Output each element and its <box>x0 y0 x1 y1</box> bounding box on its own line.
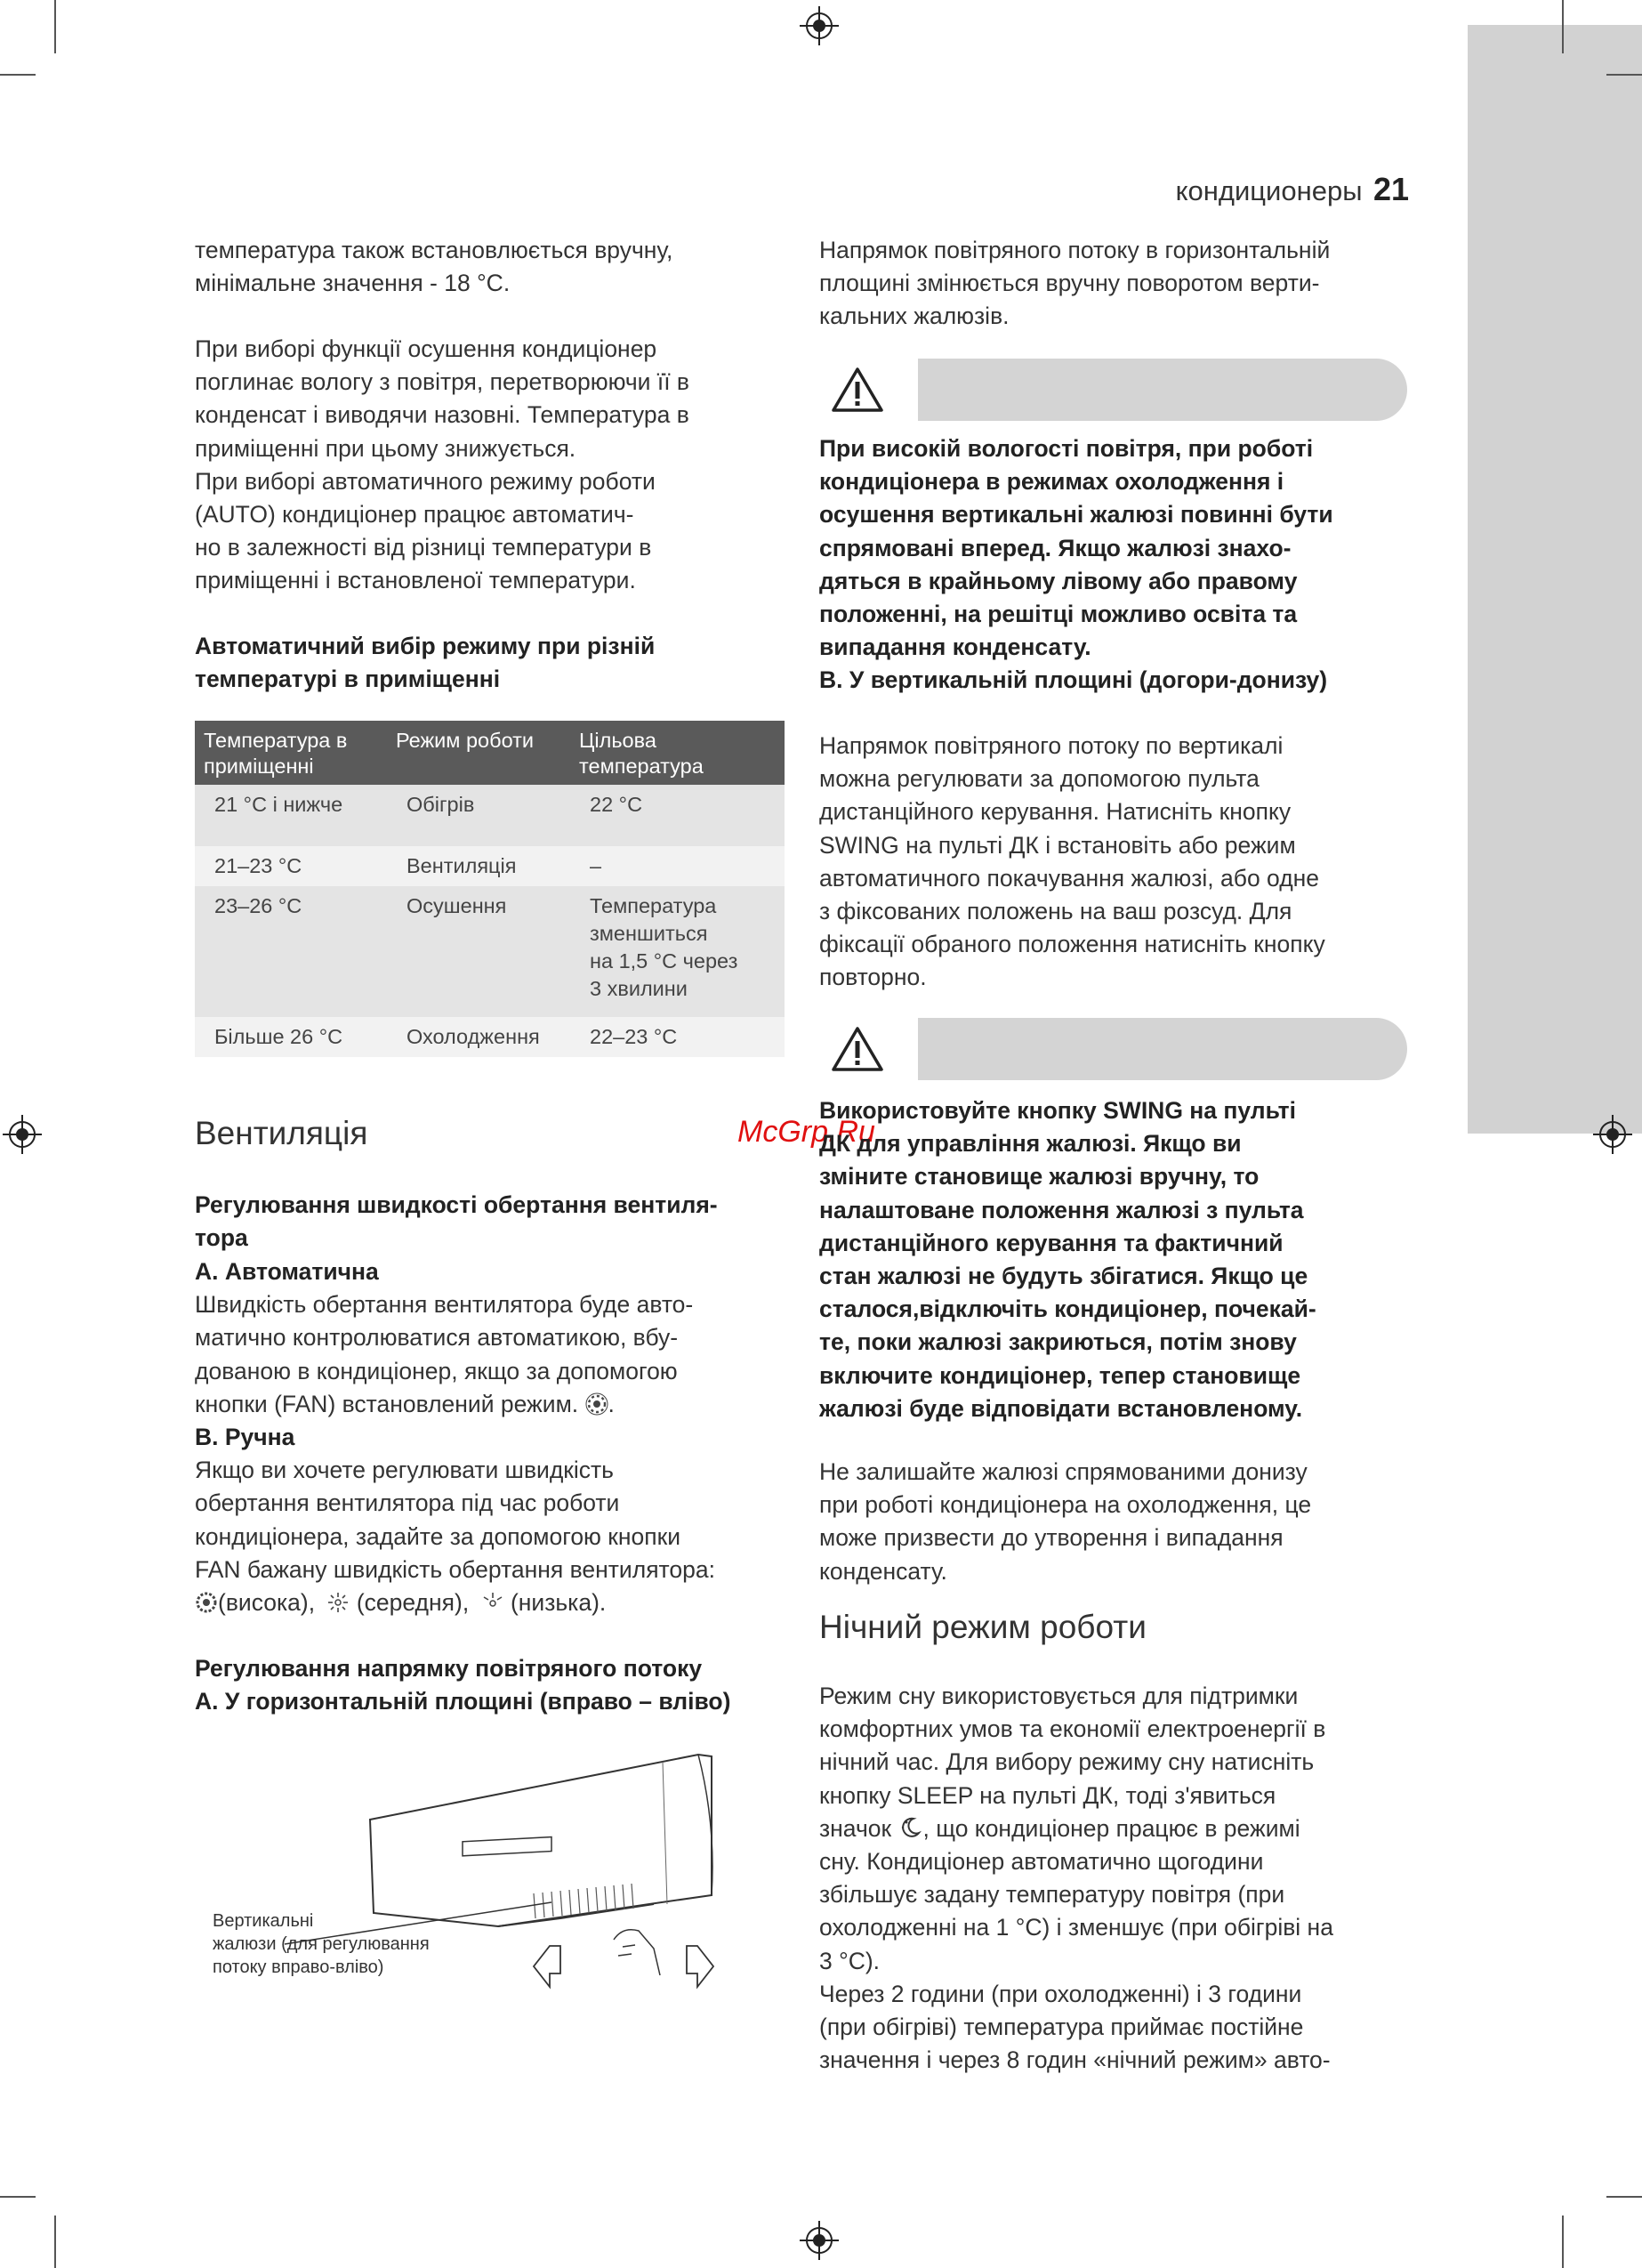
page-number: 21 <box>1372 171 1409 207</box>
figure-caption: Вертикальні жалюзи (для регулювання потоку вправо-вліво) <box>213 1911 430 1977</box>
crop-mark <box>54 0 56 53</box>
fan-low-icon <box>481 1591 504 1614</box>
warning-icon <box>831 1025 884 1073</box>
horizontal-airflow-paragraph: Напрямок повітряного потоку в горизонтальній площині змінюється вручну поворотом верти- кальних жалюзів. <box>819 237 1331 330</box>
watermark: McGrp.Ru <box>737 1115 875 1149</box>
table-row: 21 °С і нижче Обігрів 22 °С <box>195 785 785 846</box>
registration-mark-icon <box>3 1115 42 1154</box>
fan-mid-icon <box>326 1591 350 1614</box>
registration-mark-icon <box>1593 1115 1632 1154</box>
warning-banner <box>820 1018 1407 1080</box>
table-header: Температура в приміщенні <box>195 721 387 785</box>
crop-mark <box>1606 74 1642 76</box>
table-header: Режим роботи <box>387 721 570 785</box>
crop-mark <box>1562 0 1564 53</box>
table-row: Більше 26 °С Охолодження 22–23 °С <box>195 1017 785 1057</box>
fan-auto-subheading: А. Автоматична <box>195 1258 379 1285</box>
warning-banner <box>820 359 1407 421</box>
night-mode-paragraph: Режим сну використовується для підтримки комфортних умов та економії електроенергії в нічний час. Для вибору режиму сну натисніть кнопку SLEEP на пульті ДК, тоді з'явиться значок , що кондиціонер працює в режимі сну. Кондиціонер автоматично щогодини збільшує задану температуру повітря (при охолодженні на 1 °С) і зменшує (при обігріві на 3 °С). Через 2 години (при охолодженні) і 3 години (при обігріві) температура приймає постійне значення і через 8 годин «нічний режим» авто- <box>819 1683 1333 2074</box>
fan-auto-block: А. Автоматична Швидкість обертання вентилятора буде авто- матично контролюватися автоматикою, вбу- дованою в кондиціонер, якщо за допомогою кнопки (FAN) встановлений режим. . В. Ручна Якщо ви хочете регулювати швидкість обертання вентилятора під час роботи кондиціонера, задайте за допомогою кнопки FAN бажану швидкість обертання вентилятора: (висока), (середня), (низька). <box>195 1255 715 1619</box>
crop-mark <box>0 2196 36 2198</box>
registration-mark-icon <box>800 6 839 45</box>
sleep-moon-icon <box>897 1815 922 1840</box>
table-header-row <box>195 721 785 785</box>
table-row: 23–26 °С Осушення Температура зменшиться на 1,5 °С через 3 хвилини <box>195 886 785 1017</box>
dry-mode-paragraph: При виборі функції осушення кондиціонер поглинає вологу з повітря, перетворюючи її в конденсат і виводячи назовні. Температура в приміщенні при цьому знижується. При виборі автоматичного режиму роботи (AUTO) кондиціонер працює автоматич- но в залежності від різниці температури в приміщенні і встановленої температури. <box>195 335 690 594</box>
vertical-airflow-paragraph: Напрямок повітряного потоку по вертикалі можна регулювати за допомогою пульта дистанційного керування. Натисніть кнопку SWING на пульті ДК і встановіть або режим автоматичного покачування жалюзі, або одне з фіксованих положень на ваш розсуд. Для фіксації обраного положення натисніть кнопку повторно. <box>819 732 1325 991</box>
warning-icon <box>831 366 884 414</box>
crop-mark <box>0 74 36 76</box>
intro-paragraph: температура також встановлюється вручну, мінімальне значення - 18 °С. <box>195 237 673 297</box>
crop-mark <box>54 2216 56 2268</box>
fan-auto-icon <box>585 1392 608 1416</box>
fan-speed-heading: Регулювання швидкості обертання вентиля- тора <box>195 1191 718 1252</box>
crop-mark <box>1606 2196 1642 2198</box>
auto-mode-heading: Автоматичний вибір режиму при різній температурі в приміщенні <box>195 633 656 693</box>
table-header: Цільова температура <box>570 721 785 785</box>
side-tab <box>1468 25 1642 1134</box>
table-row: 21–23 °С Вентиляція – <box>195 846 785 886</box>
crop-mark <box>1562 2216 1564 2268</box>
vertical-airflow-subheading: В. У вертикальній площині (догори-донизу) <box>819 666 1328 694</box>
mode-table <box>195 721 785 1057</box>
night-mode-title: Нічний режим роботи <box>819 1609 1147 1645</box>
warning-swing-text: Використовуйте кнопку SWING на пульті ДК для управління жалюзі. Якщо ви зміните становище жалюзі вручну, то налаштоване положення жалюзі з пульта дистанційного керування та фактичний стан жалюзі не будуть збігатися. Якщо це сталося,відключіть кондиціонер, почекай- те, поки жалюзі закриються, потім знову включите кондиціонер, тепер становище жалюзі буде відповідати встановленому. <box>819 1097 1316 1422</box>
section-title: кондиционеры <box>1175 175 1363 206</box>
fan-high-icon <box>195 1591 218 1614</box>
warning-humidity-text: При високій вологості повітря, при роботі кондиціонера в режимах охолодження і осушення вертикальні жалюзі повинні бути спрямовані вперед. Якщо жалюзі знахо- дяться в крайньому лівому або правому положенні, на решітці можливо освіта та випадання конденсату. В. У вертикальній площині (догори-донизу) <box>819 432 1333 698</box>
fan-manual-subheading: В. Ручна <box>195 1424 295 1451</box>
page-header <box>1176 171 1409 208</box>
airflow-heading: Регулювання напрямку повітряного потоку А. У горизонтальній площині (вправо – вліво) <box>195 1655 731 1715</box>
ventilation-title: Вентиляція <box>195 1115 368 1151</box>
registration-mark-icon <box>800 2221 839 2260</box>
louver-down-paragraph: Не залишайте жалюзі спрямованими донизу при роботі кондиціонера на охолодження, це може призвести до утворення і випадання конденсату. <box>819 1458 1312 1585</box>
